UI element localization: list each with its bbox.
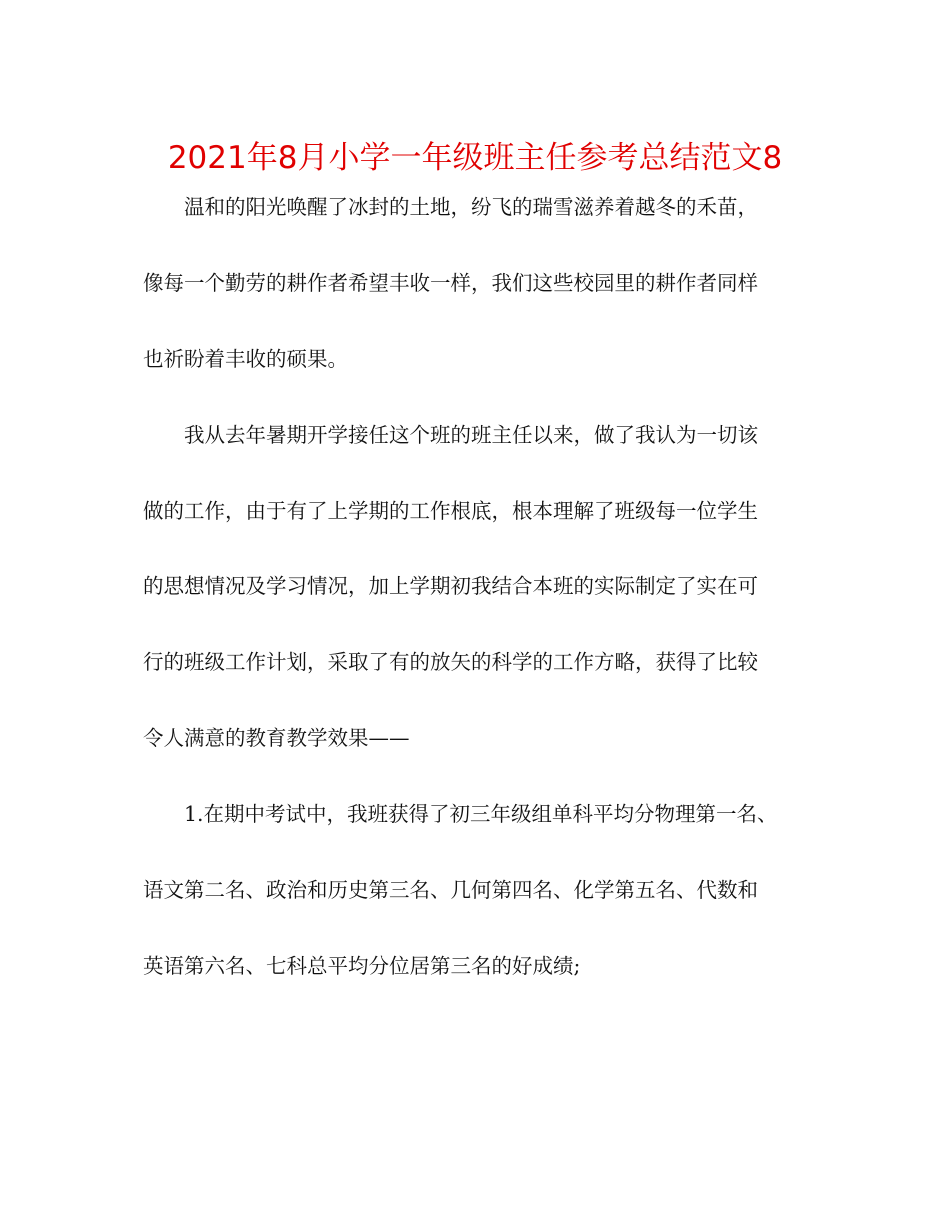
- paragraph-2-line-2: 做的工作，由于有了上学期的工作根底，根本理解了班级每一位学生: [143, 498, 758, 523]
- paragraph-1-line-2: 像每一个勤劳的耕作者希望丰收一样，我们这些校园里的耕作者同样: [143, 270, 758, 295]
- paragraph-1-line-3: 也祈盼着丰收的硕果。: [143, 346, 348, 371]
- paragraph-3-line-2: 语文第二名、政治和历史第三名、几何第四名、化学第五名、代数和: [143, 878, 758, 903]
- paragraph-3-line-3: 英语第六名、七科总平均分位居第三名的好成绩;: [143, 953, 581, 978]
- paragraph-2-line-1: 我从去年暑期开学接任这个班的班主任以来，做了我认为一切该: [184, 422, 758, 447]
- paragraph-3-line-1: 1.在期中考试中，我班获得了初三年级组单科平均分物理第一名、: [184, 802, 778, 827]
- paragraph-2-line-4: 行的班级工作计划，采取了有的放矢的科学的工作方略，获得了比较: [143, 650, 758, 675]
- document-title: 2021年8月小学一年级班主任参考总结范文8: [167, 140, 783, 176]
- document-body: [143, 182, 807, 1017]
- paragraph-2-line-3: 的思想情况及学习情况，加上学期初我结合本班的实际制定了实在可: [143, 574, 758, 599]
- paragraph-1-line-1: 温和的阳光唤醒了冰封的土地，纷飞的瑞雪滋养着越冬的禾苗，: [184, 195, 758, 219]
- paragraph-2-line-5: 令人满意的教育教学效果——: [143, 726, 410, 751]
